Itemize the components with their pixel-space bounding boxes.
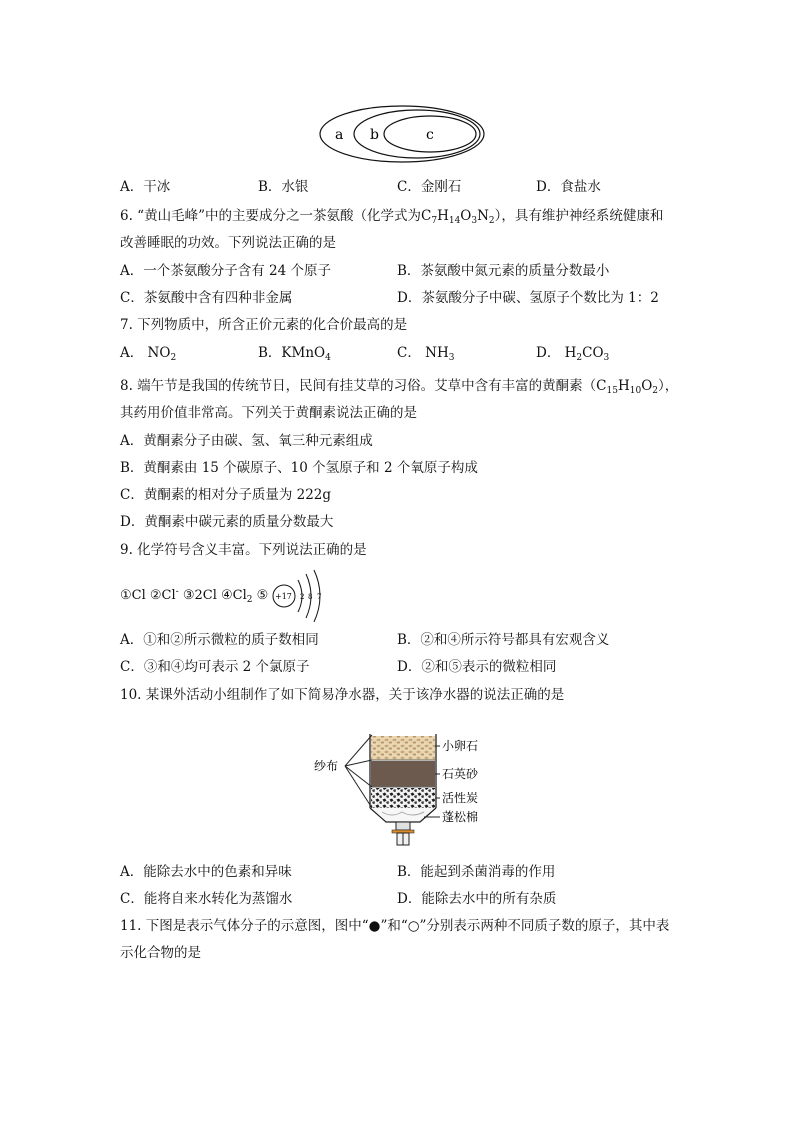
q7-option-c[interactable]: C． $NH_3$ [397, 345, 455, 363]
atom-shell-3-count: 7 [317, 593, 322, 601]
q9-option-d[interactable]: D．②和⑤表示的微粒相同 [397, 659, 557, 675]
q9-option-c[interactable]: C．③和④均可表示 2 个氯原子 [120, 659, 310, 675]
atom-shell-2-count: 8 [308, 593, 313, 601]
label-cloth: 纱布 [314, 759, 339, 773]
q6-stem-line2: 改善睡眠的功效。下列说法正确的是 [120, 235, 336, 251]
q7-option-d[interactable]: D． $H_2CO_3$ [536, 345, 610, 363]
venn-label-b: b [370, 127, 379, 143]
q8-formula: $C_{15}H_{10}O_2$ [596, 378, 659, 396]
q9-symbols [120, 587, 268, 605]
q10-option-a[interactable]: A．能除去水中的色素和异味 [120, 864, 292, 880]
q6-formula: $C_7H_{14}O_3N_2$ [420, 208, 495, 226]
pebble-layer [371, 736, 435, 760]
q6-stem-line1 [120, 207, 663, 225]
q9-option-b[interactable]: B．②和④所示符号都具有宏观含义 [397, 632, 610, 648]
q9-symbol-5: ⑤ [256, 588, 269, 603]
q8-option-d[interactable]: D．黄酮素中碳元素的质量分数最大 [120, 514, 334, 530]
q9-symbol-2: ②Cl- [149, 587, 179, 603]
sand-layer [371, 761, 435, 787]
q6-option-d[interactable]: D．茶氨酸分子中碳、氢原子个数比为 1：2 [397, 290, 659, 306]
q5-option-b[interactable]: B．水银 [258, 179, 309, 195]
q5-option-d[interactable]: D．食盐水 [536, 179, 601, 195]
label-cotton: 蓬松棉 [442, 810, 479, 824]
q9-stem: 9. 化学符号含义丰富。下列说法正确的是 [120, 542, 367, 558]
q6-stem-post: ），具有维护神经系统健康和 [494, 208, 664, 224]
atom-shell-1-count: 2 [300, 593, 305, 601]
q8-stem-post: ）， [658, 378, 679, 394]
label-sand: 石英砂 [442, 767, 479, 781]
q7-option-a[interactable]: A． $NO_2$ [120, 345, 177, 363]
q10-option-b[interactable]: B．能起到杀菌消毒的作用 [397, 864, 556, 880]
q10-stem: 10. 某课外活动小组制作了如下简易净水器，关于该净水器的说法正确的是 [120, 687, 565, 703]
q8-option-c[interactable]: C．黄酮素的相对分子质量为 222g [120, 487, 332, 503]
q6-option-b[interactable]: B．茶氨酸中氮元素的质量分数最小 [397, 263, 610, 279]
atom-structure-diagram [271, 566, 327, 622]
q7-stem: 7. 下列物质中，所含正价元素的化合价最高的是 [120, 317, 408, 333]
atom-nucleus-label: +17 [275, 592, 292, 601]
q11-stem-line2: 示化合物的是 [120, 945, 201, 961]
venn-label-a: a [335, 127, 344, 143]
q6-stem-pre: 6. “黄山毛峰”中的主要成分之一茶氨酸（化学式为 [120, 208, 421, 224]
q9-symbol-3: ③2Cl [182, 588, 217, 603]
q5-option-c[interactable]: C．金刚石 [397, 179, 462, 195]
q5-option-a[interactable]: A．干冰 [120, 179, 171, 195]
q9-symbol-1: ①Cl [120, 588, 146, 603]
q6-option-c[interactable]: C．茶氨酸中含有四种非金属 [120, 290, 293, 306]
q10-option-c[interactable]: C．能将自来水转化为蒸馏水 [120, 891, 293, 907]
label-pebble: 小卵石 [442, 739, 479, 753]
q7-option-b[interactable]: B．KMnO$_4$ [258, 345, 331, 363]
q8-option-a[interactable]: A．黄酮素分子由碳、氢、氧三种元素组成 [120, 433, 373, 449]
q8-stem-pre: 8. 端午节是我国的传统节日，民间有挂艾草的习俗。艾草中含有丰富的黄酮素（ [120, 378, 597, 394]
q8-option-b[interactable]: B．黄酮素由 15 个碳原子、10 个氢原子和 2 个氧原子构成 [120, 460, 478, 476]
q8-stem-line1 [120, 377, 678, 395]
venn-diagram [318, 104, 490, 168]
water-purifier-diagram [312, 714, 488, 854]
q11-stem-line1: 11. 下图是表示气体分子的示意图，图中“●”和“○”分别表示两种不同质子数的原子，其中表 [120, 918, 670, 934]
q10-option-d[interactable]: D．能除去水中的所有杂质 [397, 891, 557, 907]
venn-label-c: c [426, 127, 434, 143]
q6-option-a[interactable]: A．一个茶氨酸分子含有 24 个原子 [120, 263, 332, 279]
q9-option-a[interactable]: A．①和②所示微粒的质子数相同 [120, 632, 319, 648]
q9-symbol-4: $④Cl_2$ [221, 588, 253, 605]
label-carbon: 活性炭 [442, 791, 479, 805]
q8-stem-line2: 其药用价值非常高。下列关于黄酮素说法正确的是 [120, 405, 417, 421]
carbon-layer [371, 788, 435, 808]
